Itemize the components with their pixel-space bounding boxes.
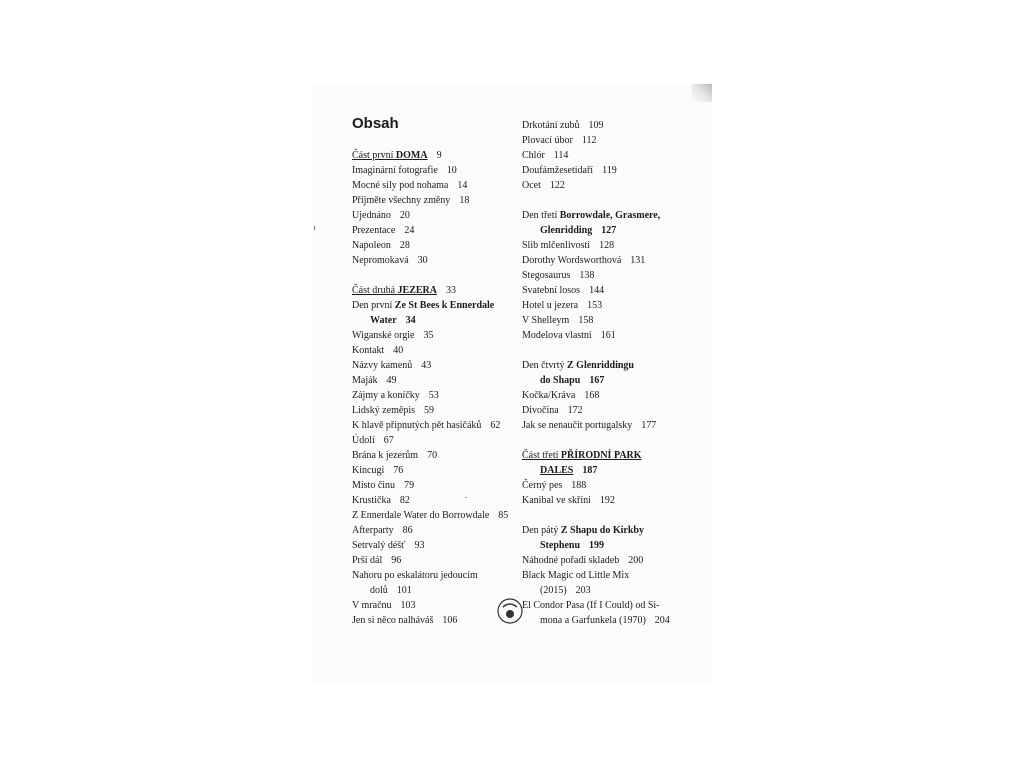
toc-entry-page: 161: [600, 330, 616, 341]
toc-entry: [352, 358, 512, 373]
toc-entry: [352, 253, 512, 268]
toc-entry-label: Plovací úbor: [522, 135, 573, 146]
toc-entry: [352, 328, 512, 343]
toc-entry-page: 86: [402, 525, 413, 536]
page-corner-shadow: [692, 84, 712, 102]
toc-entry-label: Černý pes: [522, 480, 563, 491]
toc-entry-page: 200: [628, 555, 644, 566]
toc-entry-label: Kincugi: [352, 465, 385, 476]
toc-entry-label: Místo činu: [352, 480, 396, 491]
toc-entry-page: 138: [579, 270, 595, 281]
toc-entry-page: 67: [383, 435, 394, 446]
toc-entry-label: Kontakt: [352, 345, 385, 356]
toc-entry-page: 70: [427, 450, 438, 461]
toc-entry-page: 144: [589, 285, 605, 296]
toc-entry: [352, 598, 512, 613]
toc-entry-page: 106: [442, 615, 458, 626]
toc-entry-label: V mračnu: [352, 600, 392, 611]
toc-entry-page: 172: [567, 405, 583, 416]
toc-left-column: [352, 114, 512, 628]
toc-day-heading-cont: Water 34: [370, 315, 416, 326]
toc-entry-label: Názvy kamenů: [352, 360, 413, 371]
toc-entry-label: Setrvalý déšť: [352, 540, 406, 551]
toc-entry: [352, 523, 512, 538]
toc-entry: [352, 493, 512, 508]
toc-entry: [352, 208, 512, 223]
toc-entry-cont: (2015) 203: [540, 585, 591, 596]
toc-entry-page: 28: [399, 240, 410, 251]
toc-part-heading-cont: DALES 187: [540, 465, 598, 476]
toc-entry: [522, 328, 702, 343]
toc-entry-page: 109: [588, 120, 604, 131]
toc-entry: [522, 133, 702, 148]
toc-entry-page: 35: [423, 330, 434, 341]
toc-entry-page: 85: [498, 510, 509, 521]
toc-entry-label: Náhodné pořadí skladeb: [522, 555, 620, 566]
toc-entry-page: 153: [587, 300, 603, 311]
toc-entry-label: Kanibal ve skříni: [522, 495, 591, 506]
toc-entry: [522, 553, 702, 568]
toc-entry-label: Afterparty: [352, 525, 394, 536]
toc-entry-cont: mona a Garfunkela (1970) 204: [540, 615, 670, 626]
toc-entry-label: Imaginární fotografie: [352, 165, 438, 176]
toc-entry-page: 93: [414, 540, 425, 551]
toc-entry-label: Údolí: [352, 435, 375, 446]
toc-entry: [352, 403, 512, 418]
toc-entry-label: Krustička: [352, 495, 391, 506]
toc-entry: [352, 553, 512, 568]
toc-day-heading-cont: Glenridding 127: [540, 225, 617, 236]
toc-entry-page: 119: [602, 165, 617, 176]
toc-entry: [522, 478, 702, 493]
toc-entry-page: 177: [641, 420, 657, 431]
toc-entry-page: 96: [391, 555, 402, 566]
toc-entry: [352, 373, 512, 388]
toc-entry-label: Jen si něco nalháváš: [352, 615, 434, 626]
toc-entry-label: Wiganské orgie: [352, 330, 415, 341]
toc-entry: [522, 118, 702, 133]
toc-entry-label: Doufámžesetidaří: [522, 165, 594, 176]
toc-entry: [522, 253, 702, 268]
toc-entry-label: Brána k jezerům: [352, 450, 419, 461]
toc-entry-label: Ocet: [522, 180, 541, 191]
toc-entry: [352, 448, 512, 463]
toc-entry: [352, 478, 512, 493]
toc-entry-page: 168: [584, 390, 600, 401]
toc-entry-page: 14: [457, 180, 468, 191]
toc-entry-label: Přijměte všechny změny: [352, 195, 451, 206]
toc-entry-label: Nepromokavá: [352, 255, 409, 266]
toc-entry-label: Jak se nenaučit portugalsky: [522, 420, 633, 431]
toc-entry-page: 43: [421, 360, 432, 371]
toc-entry-label: Svatební losos: [522, 285, 581, 296]
toc-entry-label: V Shelleym: [522, 315, 570, 326]
toc-entry-page: 122: [549, 180, 565, 191]
toc-entry-label: Lidský zeměpis: [352, 405, 416, 416]
toc-entry: Black Magic od Little Mix: [522, 570, 630, 581]
toc-entry-label: Prší dál: [352, 555, 383, 566]
toc-entry: El Condor Pasa (If I Could) od Si-: [522, 600, 660, 611]
toc-entry: [352, 193, 512, 208]
toc-entry-page: 158: [578, 315, 594, 326]
toc-entry-page: 62: [490, 420, 501, 431]
toc-day-heading: Den pátý Z Shapu do Kirkby: [522, 525, 644, 536]
toc-entry: [522, 493, 702, 508]
toc-entry: [352, 538, 512, 553]
toc-entry: [352, 463, 512, 478]
toc-part-heading: Část třetí PŘÍRODNÍ PARK: [522, 450, 642, 461]
toc-entry-label: Drkotání zubů: [522, 120, 580, 131]
toc-entry-page: 76: [393, 465, 404, 476]
toc-entry-page: 131: [630, 255, 646, 266]
toc-entry: [352, 508, 512, 523]
toc-entry-page: 20: [399, 210, 410, 221]
toc-entry-page: 192: [599, 495, 615, 506]
toc-entry-page: 79: [404, 480, 415, 491]
toc-entry: [352, 238, 512, 253]
toc-entry-page: 30: [417, 255, 428, 266]
toc-day-heading: Den první Ze St Bees k Ennerdale: [352, 300, 495, 311]
toc-day-heading: Den třetí Borrowdale, Grasmere,: [522, 210, 661, 221]
toc-entry-page: 49: [386, 375, 397, 386]
toc-entry: [352, 613, 512, 628]
library-stamp-icon: [496, 597, 524, 625]
toc-entry-page: 114: [553, 150, 569, 161]
toc-entry-label: Mocné síly pod nohama: [352, 180, 449, 191]
toc-entry: [352, 178, 512, 193]
toc-entry-page: 40: [393, 345, 404, 356]
toc-entry: [522, 418, 702, 433]
toc-entry-label: Kočka/Kráva: [522, 390, 576, 401]
toc-entry-label: Modelova vlastní: [522, 330, 592, 341]
toc-entry-cont: dolů 101: [370, 585, 412, 596]
page-title: Obsah: [352, 115, 399, 132]
toc-day-heading-cont: do Shapu 167: [540, 375, 605, 386]
toc-entry-label: Hotel u jezera: [522, 300, 579, 311]
toc-entry-label: Z Ennerdale Water do Borrowdale: [352, 510, 490, 521]
toc-entry-label: Divočina: [522, 405, 559, 416]
toc-entry-page: 10: [446, 165, 457, 176]
toc-entry: [352, 343, 512, 358]
toc-entry: [522, 313, 702, 328]
toc-entry: [522, 148, 702, 163]
toc-entry-label: Chlór: [522, 150, 545, 161]
toc-entry-label: Maják: [352, 375, 378, 386]
toc-day-heading-cont: Stephenu 199: [540, 540, 605, 551]
toc-entry-label: Stegosaurus: [522, 270, 571, 281]
toc-entry: Nahoru po eskalátoru jedoucím: [352, 570, 478, 581]
toc-day-heading: Den čtvrtý Z Glenriddingu: [522, 360, 634, 371]
toc-entry: [352, 388, 512, 403]
toc-entry-page: 112: [581, 135, 597, 146]
toc-entry-page: 128: [599, 240, 615, 251]
toc-entry: [352, 418, 512, 433]
toc-entry: [522, 388, 702, 403]
toc-entry-page: 82: [399, 495, 410, 506]
margin-mark: [314, 226, 315, 230]
toc-entry-page: 103: [400, 600, 416, 611]
toc-entry-label: Dorothy Wordsworthová: [522, 255, 622, 266]
toc-part-heading: Část druhá JEZERA 33: [352, 285, 456, 296]
toc-entry-label: K hlavě připnutých pět hasičáků: [352, 420, 482, 431]
toc-entry-page: 18: [459, 195, 470, 206]
toc-part-heading: Část první DOMA 9: [352, 150, 442, 161]
toc-entry-page: 59: [424, 405, 435, 416]
toc-entry: [522, 238, 702, 253]
toc-entry: [522, 298, 702, 313]
toc-entry: [522, 283, 702, 298]
toc-entry: [522, 403, 702, 418]
toc-entry-page: 188: [571, 480, 587, 491]
toc-entry: [352, 163, 512, 178]
toc-entry-label: Slib mlčenlivosti: [522, 240, 591, 251]
toc-entry: [522, 178, 702, 193]
toc-entry: [522, 268, 702, 283]
toc-entry-label: Zájmy a koníčky: [352, 390, 420, 401]
toc-right-column: [522, 118, 702, 628]
toc-entry: [352, 223, 512, 238]
toc-entry: [352, 433, 512, 448]
toc-entry: [522, 163, 702, 178]
toc-entry-page: 24: [404, 225, 415, 236]
toc-entry-label: Napoleon: [352, 240, 391, 251]
toc-entry-page: 53: [428, 390, 439, 401]
toc-entry-label: Prezentace: [352, 225, 396, 236]
toc-entry-label: Ujednáno: [352, 210, 391, 221]
